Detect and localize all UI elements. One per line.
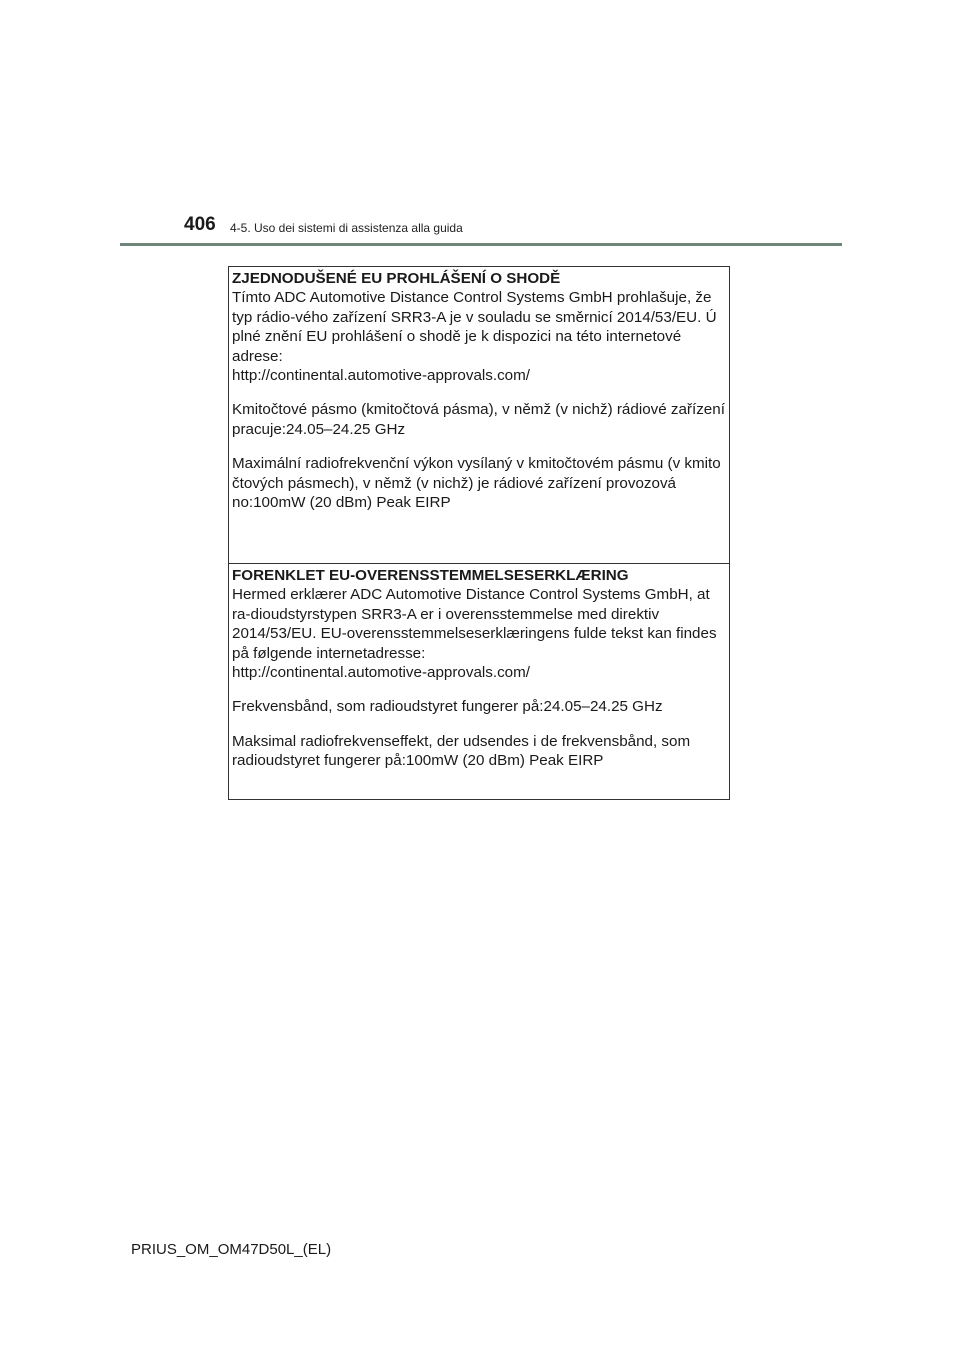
- text-line: Tímto ADC Automotive Distance Control Systems GmbH prohlašuje, že: [232, 289, 712, 307]
- text-line: Frekvensbånd, som radioudstyret fungerer på:24.05–24.25 GHz: [232, 698, 663, 716]
- text-line: typ rádio-vého zařízení SRR3-A je v souladu se směrnicí 2014/53/EU. Ú: [232, 308, 717, 326]
- czech-declaration: [229, 267, 729, 563]
- text-line: Maksimal radiofrekvenseffekt, der udsendes i de frekvensbånd, som: [232, 732, 691, 750]
- text-line: på følgende internetadresse:: [232, 644, 426, 662]
- czech-paragraph-3: [232, 454, 729, 512]
- text-line: čtových pásmech), v němž (v nichž) je rádiové zařízení provozová: [232, 474, 676, 492]
- text-line: radioudstyret fungerer på:100mW (20 dBm) Peak EIRP: [232, 752, 604, 770]
- danish-heading: FORENKLET EU-OVERENSSTEMMELSESERKLÆRING: [232, 567, 629, 584]
- danish-declaration: [229, 563, 729, 800]
- text-line: ra-dioudstyrstypen SRR3-A er i overensstemmelse med direktiv: [232, 605, 660, 623]
- text-line: pracuje:24.05–24.25 GHz: [232, 420, 406, 438]
- url-text: http://continental.automotive-approvals.com/: [232, 664, 531, 682]
- text-line: Kmitočtové pásmo (kmitočtová pásma), v němž (v nichž) rádiové zařízení: [232, 401, 725, 419]
- footer-document-id: PRIUS_OM_OM47D50L_(EL): [131, 1241, 332, 1258]
- danish-paragraph-1: [232, 585, 729, 682]
- text-line: Maximální radiofrekvenční výkon vysílaný v kmitočtovém pásmu (v kmito: [232, 455, 721, 473]
- czech-paragraph-1: [232, 288, 729, 385]
- section-title: 4-5. Uso dei sistemi di assistenza alla guida: [230, 221, 463, 235]
- czech-heading: ZJEDNODUŠENÉ EU PROHLÁŠENÍ O SHODĚ: [232, 270, 561, 287]
- text-line: 2014/53/EU. EU-overensstemmelseserklæringens fulde tekst kan findes: [232, 625, 717, 643]
- url-text: http://continental.automotive-approvals.com/: [232, 367, 531, 385]
- text-line: plné znění EU prohlášení o shodě je k dispozici na této internetové: [232, 328, 682, 346]
- danish-paragraph-2: [232, 697, 729, 716]
- czech-paragraph-2: [232, 400, 729, 439]
- text-line: Hermed erklærer ADC Automotive Distance Control Systems GmbH, at: [232, 586, 710, 604]
- page-number: 406: [184, 214, 216, 235]
- text-line: no:100mW (20 dBm) Peak EIRP: [232, 494, 451, 512]
- header-rule: [120, 243, 842, 246]
- declaration-box: [228, 266, 730, 800]
- text-line: adrese:: [232, 347, 283, 365]
- danish-paragraph-3: [232, 732, 729, 771]
